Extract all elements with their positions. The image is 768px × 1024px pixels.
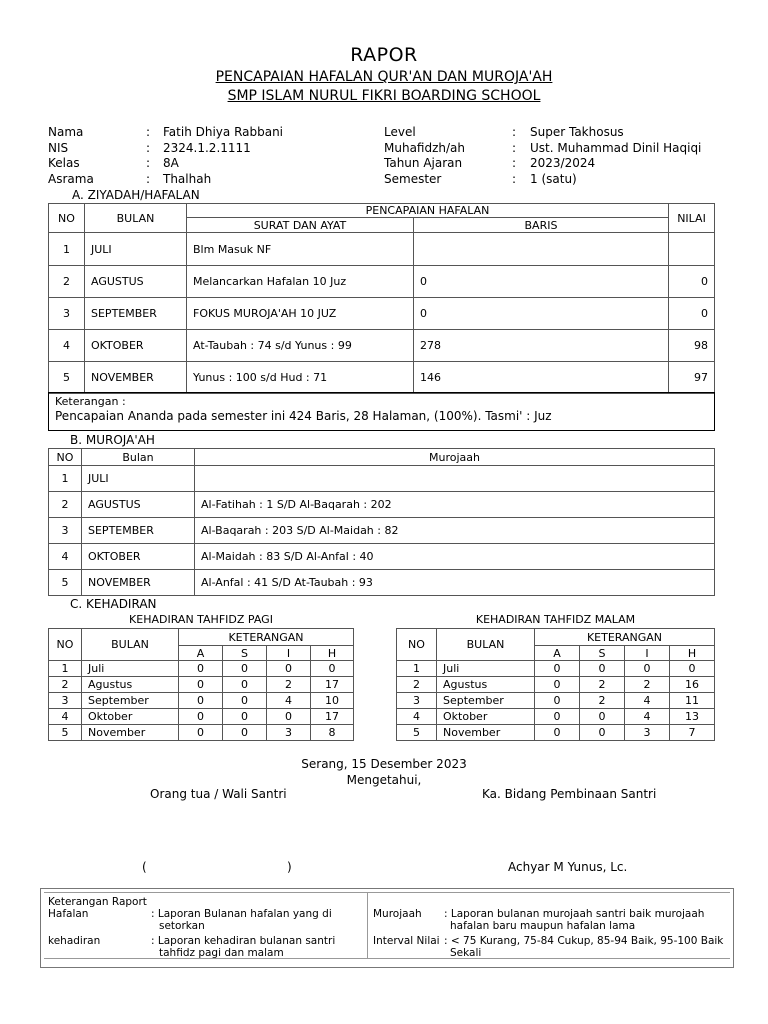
kehadiran-malam-title: KEHADIRAN TAHFIDZ MALAM — [475, 613, 636, 626]
section-kehadiran-title: C. KEHADIRAN — [70, 597, 157, 611]
kehadiran-malam-table: NO BULAN KETERANGAN A S I H 1 Juli 0 0 0 0 2 Agustus 0 2 2 16 3 September 0 2 4 11 4 Oktober 0 0 4 13 5 November 0 0 3 7 — [396, 628, 715, 741]
table-row: 2 Agustus 0 0 2 17 — [49, 677, 354, 693]
table-row: 5 NOVEMBER Al-Anfal : 41 S/D At-Taubah : 93 — [49, 570, 715, 596]
col-bulan: BULAN — [85, 204, 187, 233]
legend-top-rule — [44, 892, 730, 893]
col-baris: BARIS — [414, 218, 669, 233]
table-row: 4 Oktober 0 0 0 17 — [49, 709, 354, 725]
table-row: 4 Oktober 0 0 4 13 — [397, 709, 715, 725]
student-info-right — [384, 125, 701, 187]
legend-kehadiran-text: : Laporan kehadiran bulanan santri — [151, 935, 336, 947]
kehadiran-pagi-table: NO BULAN KETERANGAN A S I H 1 Juli 0 0 0 0 2 Agustus 0 0 2 17 3 September 0 0 4 10 4 Oktober 0 0 0 17 5 November 0 0 3 8 — [48, 628, 354, 741]
legend-interval-text: : < 75 Kurang, 75-84 Cukup, 85-94 Baik, 95-100 Baik — [444, 935, 724, 947]
section-murojaah-title: B. MUROJA'AH — [70, 433, 155, 447]
legend-hafalan-label: Hafalan — [48, 908, 89, 920]
legend-bottom-rule — [44, 958, 730, 959]
table-row: 3 September 0 2 4 11 — [397, 693, 715, 709]
info-row-nis: NIS : 2324.1.2.1111 — [48, 140, 251, 155]
table-row: 3 SEPTEMBER Al-Baqarah : 203 S/D Al-Maidah : 82 — [49, 518, 715, 544]
legend-hafalan-text2: setorkan — [159, 920, 205, 932]
place-date: Serang, 15 Desember 2023 — [301, 757, 467, 771]
head-role: Ka. Bidang Pembinaan Santri — [482, 787, 657, 801]
legend-murojaah-label: Murojaah — [373, 908, 422, 920]
col-no: NO — [49, 449, 82, 466]
table-row: 1 JULI — [49, 466, 715, 492]
table-row: 5 November 0 0 3 8 — [49, 725, 354, 741]
mengetahui: Mengetahui, — [346, 773, 422, 787]
parent-sign-open: ( — [142, 860, 147, 874]
murojaah-table — [48, 448, 715, 596]
info-row-nama: Nama : Fatih Dhiya Rabbani — [48, 125, 284, 139]
info-row-tahun-ajaran: Tahun Ajaran : 2023/2024 — [384, 156, 596, 170]
col-nilai: NILAI — [669, 204, 715, 233]
table-row: 1 Juli 0 0 0 0 — [49, 661, 354, 677]
section-ziyadah-title: A. ZIYADAH/HAFALAN — [72, 188, 200, 202]
legend-murojaah-text2: hafalan baru maupun hafalan lama — [450, 920, 636, 932]
table-row: 4 OKTOBER At-Taubah : 74 s/d Yunus : 99 278 98 — [49, 330, 715, 362]
head-name: Achyar M Yunus, Lc. — [508, 860, 628, 874]
ziyadah-keterangan — [48, 392, 715, 431]
legend-divider — [367, 892, 368, 959]
kehadiran-pagi-title: KEHADIRAN TAHFIDZ PAGI — [129, 613, 273, 626]
keterangan-label: Keterangan : — [55, 395, 126, 408]
info-row-muhafidzh: Muhafidzh/ah : Ust. Muhammad Dinil Haqiqi — [384, 140, 702, 155]
table-row: 2 AGUSTUS Al-Fatihah : 1 S/D Al-Baqarah : 202 — [49, 492, 715, 518]
col-pencapaian: PENCAPAIAN HAFALAN — [187, 204, 669, 218]
legend-kehadiran-label: kehadiran — [48, 935, 101, 947]
report-legend — [40, 888, 734, 968]
col-murojaah: Murojaah — [195, 449, 715, 466]
legend-title: Keterangan Raport — [48, 896, 147, 908]
col-surat: SURAT DAN AYAT — [187, 218, 414, 233]
legend-murojaah-text: : Laporan bulanan murojaah santri baik murojaah — [444, 908, 705, 920]
table-row: 4 OKTOBER Al-Maidah : 83 S/D Al-Anfal : 40 — [49, 544, 715, 570]
col-no: NO — [49, 204, 85, 233]
report-title: RAPOR — [350, 44, 418, 66]
table-row: 3 September 0 0 4 10 — [49, 693, 354, 709]
table-row: 3 SEPTEMBER FOKUS MUROJA'AH 10 JUZ 0 0 — [49, 298, 715, 330]
legend-kehadiran-text2: tahfidz pagi dan malam — [159, 947, 284, 959]
info-row-semester: Semester : 1 (satu) — [384, 171, 577, 186]
table-row: 2 AGUSTUS Melancarkan Hafalan 10 Juz 0 0 — [49, 266, 715, 298]
ziyadah-table — [48, 203, 715, 394]
parent-sign-close: ) — [287, 860, 292, 874]
student-info-left — [48, 125, 283, 187]
legend-hafalan-text: : Laporan Bulanan hafalan yang di — [151, 908, 332, 920]
info-row-kelas: Kelas : 8A — [48, 156, 179, 170]
table-row: 5 November 0 0 3 7 — [397, 725, 715, 741]
parent-role: Orang tua / Wali Santri — [150, 787, 287, 801]
table-row: 1 JULI Blm Masuk NF — [49, 233, 715, 266]
table-row: 1 Juli 0 0 0 0 — [397, 661, 715, 677]
table-row: 5 NOVEMBER Yunus : 100 s/d Hud : 71 146 97 — [49, 362, 715, 394]
school-name: SMP ISLAM NURUL FIKRI BOARDING SCHOOL — [227, 88, 541, 104]
col-bulan: Bulan — [82, 449, 195, 466]
report-subtitle: PENCAPAIAN HAFALAN QUR'AN DAN MUROJA'AH — [215, 69, 553, 85]
legend-interval-text2: Sekali — [450, 947, 482, 959]
legend-interval-label: Interval Nilai — [373, 935, 440, 947]
info-row-asrama: Asrama : Thalhah — [48, 171, 212, 186]
info-row-level: Level : Super Takhosus — [384, 125, 624, 139]
keterangan-text: Pencapaian Ananda pada semester ini 424 Baris, 28 Halaman, (100%). Tasmi' : Juz — [55, 409, 552, 423]
table-row: 2 Agustus 0 2 2 16 — [397, 677, 715, 693]
